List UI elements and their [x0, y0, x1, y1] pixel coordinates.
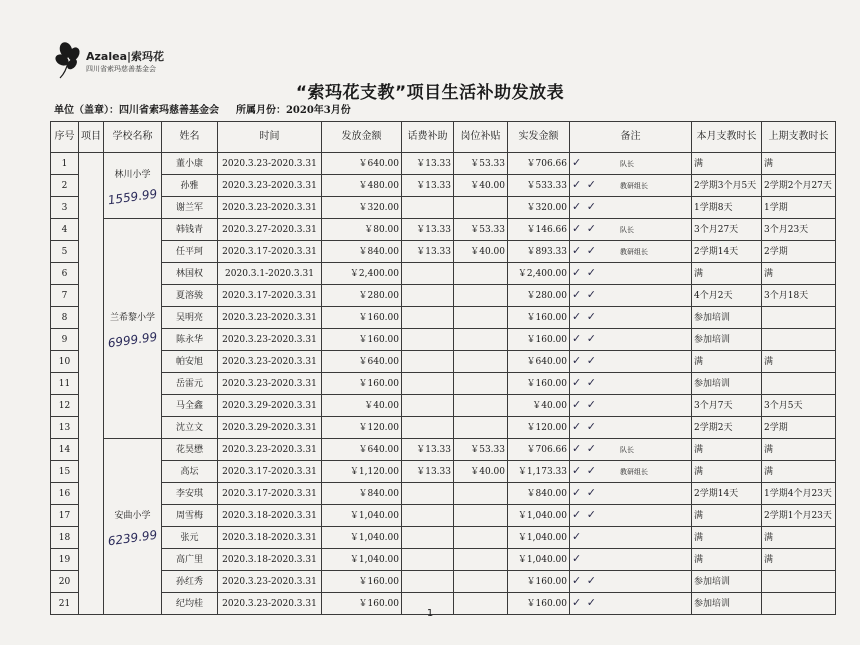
this-month-duration: 满	[692, 527, 762, 549]
last-period-duration	[762, 329, 836, 351]
check-mark-icon: ✓ ✓	[572, 574, 597, 587]
teacher-name: 沈立文	[162, 417, 218, 439]
phone-subsidy	[402, 285, 454, 307]
last-period-duration: 3个月18天	[762, 285, 836, 307]
row-number: 3	[51, 197, 79, 219]
row-number: 18	[51, 527, 79, 549]
month-label: 所属月份：2020年3月份	[235, 105, 351, 116]
issued-amount: ￥160.00	[322, 329, 402, 351]
post-subsidy	[454, 307, 508, 329]
teacher-name: 韩钱青	[162, 219, 218, 241]
post-subsidy: ￥53.33	[454, 219, 508, 241]
net-amount: ￥160.00	[508, 593, 570, 615]
period-time: 2020.3.23-2020.3.31	[218, 351, 322, 373]
table-row	[51, 527, 836, 549]
this-month-duration: 1学期8天	[692, 197, 762, 219]
teacher-name: 董小康	[162, 153, 218, 175]
issued-amount: ￥480.00	[322, 175, 402, 197]
this-month-duration: 2学期14天	[692, 241, 762, 263]
document-title: “索玛花支教”项目生活补助发放表	[295, 83, 565, 103]
col-header: 本月支教时长	[692, 122, 762, 153]
table-row	[51, 241, 836, 263]
issued-amount: ￥640.00	[322, 351, 402, 373]
this-month-duration: 满	[692, 153, 762, 175]
role-label: 教研组长	[620, 468, 648, 476]
phone-subsidy: ￥13.33	[402, 241, 454, 263]
period-time: 2020.3.1-2020.3.31	[218, 263, 322, 285]
period-time: 2020.3.17-2020.3.31	[218, 285, 322, 307]
check-mark-icon: ✓	[572, 156, 583, 169]
remark-cell	[570, 153, 692, 175]
check-mark-icon: ✓ ✓	[572, 266, 597, 279]
period-time: 2020.3.23-2020.3.31	[218, 175, 322, 197]
document-meta	[54, 101, 351, 116]
net-amount: ￥40.00	[508, 395, 570, 417]
last-period-duration: 1学期4个月23天	[762, 483, 836, 505]
role-label: 教研组长	[620, 248, 648, 256]
net-amount: ￥893.33	[508, 241, 570, 263]
table-row	[51, 417, 836, 439]
remark-cell	[570, 395, 692, 417]
post-subsidy	[454, 417, 508, 439]
remark-cell	[570, 219, 692, 241]
issued-amount: ￥160.00	[322, 571, 402, 593]
check-mark-icon: ✓	[572, 552, 583, 565]
net-amount: ￥1,040.00	[508, 505, 570, 527]
this-month-duration: 参加培训	[692, 329, 762, 351]
check-mark-icon: ✓ ✓	[572, 596, 597, 609]
remark-cell	[570, 483, 692, 505]
col-header: 岗位补贴	[454, 122, 508, 153]
period-time: 2020.3.23-2020.3.31	[218, 329, 322, 351]
school-total-handwritten: 6999.99	[106, 329, 159, 350]
net-amount: ￥640.00	[508, 351, 570, 373]
issued-amount: ￥280.00	[322, 285, 402, 307]
last-period-duration: 满	[762, 263, 836, 285]
row-number: 6	[51, 263, 79, 285]
issued-amount: ￥640.00	[322, 153, 402, 175]
remark-cell	[570, 461, 692, 483]
check-mark-icon: ✓ ✓	[572, 464, 597, 477]
post-subsidy	[454, 351, 508, 373]
check-mark-icon: ✓ ✓	[572, 222, 597, 235]
col-header: 话费补助	[402, 122, 454, 153]
last-period-duration: 2学期	[762, 417, 836, 439]
net-amount: ￥120.00	[508, 417, 570, 439]
check-mark-icon: ✓ ✓	[572, 178, 597, 191]
check-mark-icon: ✓ ✓	[572, 244, 597, 257]
school-name: 林川小学	[114, 169, 151, 180]
table-row	[51, 505, 836, 527]
row-number: 4	[51, 219, 79, 241]
check-mark-icon: ✓ ✓	[572, 288, 597, 301]
teacher-name: 高广里	[162, 549, 218, 571]
last-period-duration: 满	[762, 351, 836, 373]
phone-subsidy	[402, 197, 454, 219]
table-row	[51, 373, 836, 395]
last-period-duration	[762, 571, 836, 593]
post-subsidy: ￥53.33	[454, 153, 508, 175]
page-number: 1	[426, 608, 434, 619]
net-amount: ￥146.66	[508, 219, 570, 241]
teacher-name: 周雪梅	[162, 505, 218, 527]
col-header: 备注	[570, 122, 692, 153]
this-month-duration: 满	[692, 505, 762, 527]
issued-amount: ￥1,040.00	[322, 527, 402, 549]
period-time: 2020.3.23-2020.3.31	[218, 593, 322, 615]
teacher-name: 李安琪	[162, 483, 218, 505]
table-row	[51, 285, 836, 307]
table-row	[51, 307, 836, 329]
last-period-duration: 2学期1个月23天	[762, 505, 836, 527]
remark-cell	[570, 549, 692, 571]
table-row	[51, 329, 836, 351]
check-mark-icon: ✓ ✓	[572, 376, 597, 389]
phone-subsidy	[402, 395, 454, 417]
period-time: 2020.3.23-2020.3.31	[218, 307, 322, 329]
unit-label: 单位（盖章）：四川省索玛慈善基金会	[54, 105, 219, 116]
post-subsidy	[454, 373, 508, 395]
row-number: 21	[51, 593, 79, 615]
col-header: 项目	[79, 122, 104, 153]
table-row	[51, 395, 836, 417]
post-subsidy	[454, 571, 508, 593]
teacher-name: 马全鑫	[162, 395, 218, 417]
row-number: 14	[51, 439, 79, 461]
teacher-name: 任平珂	[162, 241, 218, 263]
period-time: 2020.3.18-2020.3.31	[218, 505, 322, 527]
remark-cell	[570, 527, 692, 549]
this-month-duration: 2学期3个月5天	[692, 175, 762, 197]
phone-subsidy: ￥13.33	[402, 439, 454, 461]
issued-amount: ￥40.00	[322, 395, 402, 417]
check-mark-icon: ✓ ✓	[572, 420, 597, 433]
role-label: 队长	[620, 226, 634, 234]
this-month-duration: 满	[692, 461, 762, 483]
col-header: 时间	[218, 122, 322, 153]
school-cell	[104, 219, 162, 439]
post-subsidy	[454, 263, 508, 285]
row-number: 2	[51, 175, 79, 197]
this-month-duration: 满	[692, 549, 762, 571]
issued-amount: ￥160.00	[322, 307, 402, 329]
period-time: 2020.3.23-2020.3.31	[218, 153, 322, 175]
col-header: 实发金额	[508, 122, 570, 153]
row-number: 12	[51, 395, 79, 417]
phone-subsidy	[402, 307, 454, 329]
remark-cell	[570, 505, 692, 527]
row-number: 20	[51, 571, 79, 593]
row-number: 1	[51, 153, 79, 175]
this-month-duration: 2学期2天	[692, 417, 762, 439]
net-amount: ￥280.00	[508, 285, 570, 307]
this-month-duration: 参加培训	[692, 593, 762, 615]
period-time: 2020.3.18-2020.3.31	[218, 527, 322, 549]
period-time: 2020.3.27-2020.3.31	[218, 219, 322, 241]
phone-subsidy	[402, 263, 454, 285]
remark-cell	[570, 351, 692, 373]
post-subsidy	[454, 197, 508, 219]
this-month-duration: 参加培训	[692, 571, 762, 593]
last-period-duration: 满	[762, 549, 836, 571]
teacher-name: 夏溶骏	[162, 285, 218, 307]
phone-subsidy	[402, 505, 454, 527]
check-mark-icon: ✓ ✓	[572, 310, 597, 323]
table-row	[51, 153, 836, 175]
last-period-duration: 满	[762, 461, 836, 483]
remark-cell	[570, 175, 692, 197]
row-number: 10	[51, 351, 79, 373]
school-total-handwritten: 1559.99	[106, 186, 159, 207]
check-mark-icon: ✓ ✓	[572, 398, 597, 411]
table-row	[51, 219, 836, 241]
remark-cell	[570, 571, 692, 593]
table-row	[51, 483, 836, 505]
table-row	[51, 461, 836, 483]
phone-subsidy: ￥13.33	[402, 461, 454, 483]
issued-amount: ￥2,400.00	[322, 263, 402, 285]
phone-subsidy	[402, 417, 454, 439]
issued-amount: ￥1,040.00	[322, 505, 402, 527]
post-subsidy	[454, 285, 508, 307]
school-name: 安曲小学	[114, 510, 151, 521]
post-subsidy: ￥40.00	[454, 461, 508, 483]
phone-subsidy: ￥13.33	[402, 219, 454, 241]
teacher-name: 高坛	[162, 461, 218, 483]
this-month-duration: 参加培训	[692, 307, 762, 329]
this-month-duration: 满	[692, 351, 762, 373]
row-number: 16	[51, 483, 79, 505]
project-cell	[79, 153, 104, 615]
check-mark-icon: ✓ ✓	[572, 354, 597, 367]
teacher-name: 孙雅	[162, 175, 218, 197]
post-subsidy	[454, 483, 508, 505]
post-subsidy	[454, 527, 508, 549]
period-time: 2020.3.29-2020.3.31	[218, 395, 322, 417]
net-amount: ￥840.00	[508, 483, 570, 505]
remark-cell	[570, 263, 692, 285]
subsidy-table	[50, 121, 836, 615]
period-time: 2020.3.29-2020.3.31	[218, 417, 322, 439]
period-time: 2020.3.23-2020.3.31	[218, 571, 322, 593]
net-amount: ￥1,040.00	[508, 527, 570, 549]
row-number: 7	[51, 285, 79, 307]
teacher-name: 张元	[162, 527, 218, 549]
this-month-duration: 参加培训	[692, 373, 762, 395]
check-mark-icon: ✓	[572, 530, 583, 543]
table-header-row	[51, 122, 836, 153]
post-subsidy: ￥40.00	[454, 241, 508, 263]
remark-cell	[570, 373, 692, 395]
table-row	[51, 263, 836, 285]
issued-amount: ￥320.00	[322, 197, 402, 219]
teacher-name: 林国权	[162, 263, 218, 285]
col-header: 学校名称	[104, 122, 162, 153]
issued-amount: ￥1,120.00	[322, 461, 402, 483]
row-number: 8	[51, 307, 79, 329]
period-time: 2020.3.17-2020.3.31	[218, 483, 322, 505]
table-row	[51, 197, 836, 219]
phone-subsidy	[402, 527, 454, 549]
check-mark-icon: ✓ ✓	[572, 486, 597, 499]
net-amount: ￥706.66	[508, 153, 570, 175]
teacher-name: 吴明亮	[162, 307, 218, 329]
check-mark-icon: ✓ ✓	[572, 442, 597, 455]
teacher-name: 帕安旭	[162, 351, 218, 373]
role-label: 队长	[620, 160, 634, 168]
remark-cell	[570, 307, 692, 329]
row-number: 17	[51, 505, 79, 527]
period-time: 2020.3.18-2020.3.31	[218, 549, 322, 571]
teacher-name: 谢兰军	[162, 197, 218, 219]
last-period-duration: 满	[762, 439, 836, 461]
post-subsidy	[454, 395, 508, 417]
net-amount: ￥160.00	[508, 571, 570, 593]
net-amount: ￥1,040.00	[508, 549, 570, 571]
period-time: 2020.3.23-2020.3.31	[218, 439, 322, 461]
phone-subsidy	[402, 549, 454, 571]
period-time: 2020.3.17-2020.3.31	[218, 241, 322, 263]
this-month-duration: 满	[692, 263, 762, 285]
teacher-name: 花昊懋	[162, 439, 218, 461]
teacher-name: 纪均桂	[162, 593, 218, 615]
table-row	[51, 571, 836, 593]
check-mark-icon: ✓ ✓	[572, 200, 597, 213]
last-period-duration: 3个月5天	[762, 395, 836, 417]
col-header: 上期支教时长	[762, 122, 836, 153]
phone-subsidy	[402, 329, 454, 351]
row-number: 13	[51, 417, 79, 439]
post-subsidy	[454, 505, 508, 527]
table-row	[51, 549, 836, 571]
table-body	[51, 153, 836, 615]
logo-brand-text: Azalea|索玛花	[86, 50, 165, 63]
phone-subsidy: ￥13.33	[402, 175, 454, 197]
post-subsidy: ￥40.00	[454, 175, 508, 197]
row-number: 5	[51, 241, 79, 263]
school-name: 兰希黎小学	[109, 312, 155, 323]
issued-amount: ￥640.00	[322, 439, 402, 461]
issued-amount: ￥840.00	[322, 483, 402, 505]
teacher-name: 孙红秀	[162, 571, 218, 593]
row-number: 19	[51, 549, 79, 571]
remark-cell	[570, 285, 692, 307]
table-row	[51, 175, 836, 197]
issued-amount: ￥1,040.00	[322, 549, 402, 571]
phone-subsidy: ￥13.33	[402, 153, 454, 175]
issued-amount: ￥120.00	[322, 417, 402, 439]
net-amount: ￥1,173.33	[508, 461, 570, 483]
this-month-duration: 满	[692, 439, 762, 461]
table-row	[51, 351, 836, 373]
last-period-duration: 3个月23天	[762, 219, 836, 241]
issued-amount: ￥160.00	[322, 593, 402, 615]
net-amount: ￥533.33	[508, 175, 570, 197]
remark-cell	[570, 439, 692, 461]
school-total-handwritten: 6239.99	[106, 527, 159, 548]
post-subsidy	[454, 329, 508, 351]
this-month-duration: 3个月27天	[692, 219, 762, 241]
issued-amount: ￥80.00	[322, 219, 402, 241]
period-time: 2020.3.17-2020.3.31	[218, 461, 322, 483]
teacher-name: 陈永华	[162, 329, 218, 351]
school-cell	[104, 153, 162, 219]
col-header: 发放金额	[322, 122, 402, 153]
last-period-duration	[762, 373, 836, 395]
check-mark-icon: ✓ ✓	[572, 508, 597, 521]
phone-subsidy	[402, 351, 454, 373]
table-row	[51, 439, 836, 461]
issued-amount: ￥840.00	[322, 241, 402, 263]
last-period-duration: 2学期	[762, 241, 836, 263]
last-period-duration: 2学期2个月27天	[762, 175, 836, 197]
remark-cell	[570, 329, 692, 351]
col-header: 姓名	[162, 122, 218, 153]
row-number: 9	[51, 329, 79, 351]
period-time: 2020.3.23-2020.3.31	[218, 373, 322, 395]
last-period-duration	[762, 307, 836, 329]
phone-subsidy	[402, 571, 454, 593]
azalea-flower-icon	[52, 40, 86, 80]
row-number: 11	[51, 373, 79, 395]
teacher-name: 岳雷元	[162, 373, 218, 395]
row-number: 15	[51, 461, 79, 483]
this-month-duration: 4个月2天	[692, 285, 762, 307]
post-subsidy	[454, 549, 508, 571]
role-label: 队长	[620, 446, 634, 454]
check-mark-icon: ✓ ✓	[572, 332, 597, 345]
remark-cell	[570, 417, 692, 439]
net-amount: ￥706.66	[508, 439, 570, 461]
phone-subsidy	[402, 373, 454, 395]
logo-org-text: 四川省索玛慈善基金会	[86, 65, 156, 73]
issued-amount: ￥160.00	[322, 373, 402, 395]
school-cell	[104, 439, 162, 615]
net-amount: ￥320.00	[508, 197, 570, 219]
col-header: 序号	[51, 122, 79, 153]
remark-cell	[570, 241, 692, 263]
remark-cell	[570, 197, 692, 219]
role-label: 教研组长	[620, 182, 648, 190]
net-amount: ￥2,400.00	[508, 263, 570, 285]
phone-subsidy	[402, 483, 454, 505]
this-month-duration: 3个月7天	[692, 395, 762, 417]
this-month-duration: 2学期14天	[692, 483, 762, 505]
net-amount: ￥160.00	[508, 373, 570, 395]
last-period-duration: 满	[762, 527, 836, 549]
net-amount: ￥160.00	[508, 329, 570, 351]
net-amount: ￥160.00	[508, 307, 570, 329]
last-period-duration: 满	[762, 153, 836, 175]
last-period-duration: 1学期	[762, 197, 836, 219]
post-subsidy: ￥53.33	[454, 439, 508, 461]
period-time: 2020.3.23-2020.3.31	[218, 197, 322, 219]
